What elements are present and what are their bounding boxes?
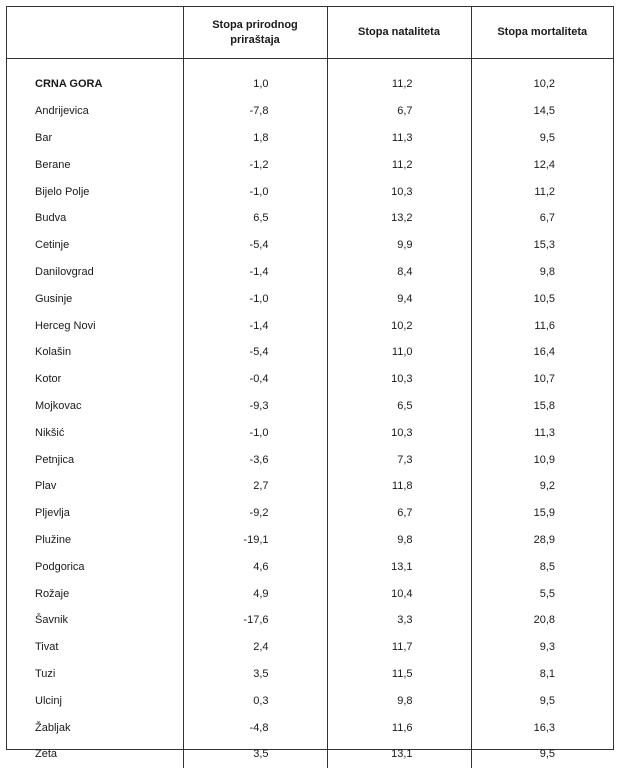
municipality-name-cell: Ulcinj	[35, 694, 62, 707]
municipality-name-cell: Budva	[35, 212, 67, 225]
municipality-name-cell: Rožaje	[35, 587, 70, 600]
statistics-table	[7, 7, 613, 768]
municipality-name-cell: Herceg Novi	[35, 319, 96, 332]
mortality-rate-cell: 9,2	[471, 473, 613, 500]
municipality-name-cell: Tuzi	[35, 667, 56, 680]
municipality-name-cell: Bar	[35, 131, 53, 144]
table-row-total	[7, 59, 613, 98]
birth-rate-cell: 10,3	[327, 419, 471, 446]
table-row	[7, 232, 613, 259]
table-row	[7, 151, 613, 178]
mortality-rate-cell: 9,5	[471, 125, 613, 152]
natural-increase-cell: -17,6	[183, 607, 327, 634]
birth-rate-cell: 11,8	[327, 473, 471, 500]
municipality-name-cell: Kolašin	[35, 346, 72, 359]
mortality-rate-cell: 10,2	[471, 59, 613, 98]
mortality-rate-cell: 10,5	[471, 285, 613, 312]
birth-rate-cell: 11,0	[327, 339, 471, 366]
municipality-name-cell: Podgorica	[35, 560, 85, 573]
birth-rate-cell: 13,1	[327, 741, 471, 768]
birth-rate-cell: 11,2	[327, 151, 471, 178]
table-row	[7, 500, 613, 527]
header-municipality	[7, 7, 183, 59]
municipality-name-cell: Bijelo Polje	[35, 185, 90, 198]
table-row	[7, 339, 613, 366]
municipality-name-cell: Cetinje	[35, 239, 70, 252]
municipality-name-cell: Tivat	[35, 641, 59, 654]
birth-rate-cell: 11,5	[327, 661, 471, 688]
table-row	[7, 473, 613, 500]
municipality-name-cell: CRNA GORA	[35, 78, 103, 91]
municipality-name-cell: Gusinje	[35, 292, 73, 305]
mortality-rate-cell: 6,7	[471, 205, 613, 232]
birth-rate-cell: 11,3	[327, 125, 471, 152]
birth-rate-cell: 9,8	[327, 527, 471, 554]
table-row	[7, 419, 613, 446]
mortality-rate-cell: 9,8	[471, 259, 613, 286]
birth-rate-cell: 9,8	[327, 687, 471, 714]
natural-increase-cell: -1,2	[183, 151, 327, 178]
natural-increase-cell: 1,0	[183, 59, 327, 98]
birth-rate-cell: 10,3	[327, 366, 471, 393]
municipality-name-cell: Pljevlja	[35, 507, 70, 520]
natural-increase-cell: -9,3	[183, 393, 327, 420]
statistics-table-container	[6, 6, 614, 761]
municipality-name-cell: Plužine	[35, 533, 72, 546]
mortality-rate-cell: 9,3	[471, 634, 613, 661]
natural-increase-cell: -1,4	[183, 259, 327, 286]
birth-rate-cell: 11,6	[327, 714, 471, 741]
table-row	[7, 178, 613, 205]
municipality-name-cell: Kotor	[35, 373, 62, 386]
table-row	[7, 553, 613, 580]
birth-rate-cell: 11,2	[327, 59, 471, 98]
natural-increase-cell: -9,2	[183, 500, 327, 527]
mortality-rate-cell: 16,3	[471, 714, 613, 741]
table-row	[7, 125, 613, 152]
table-row	[7, 634, 613, 661]
natural-increase-cell: 4,9	[183, 580, 327, 607]
mortality-rate-cell: 11,6	[471, 312, 613, 339]
natural-increase-cell: -5,4	[183, 232, 327, 259]
municipality-name-cell: Šavnik	[35, 614, 69, 627]
natural-increase-cell: 2,4	[183, 634, 327, 661]
table-row	[7, 366, 613, 393]
mortality-rate-cell: 8,1	[471, 661, 613, 688]
table-row	[7, 312, 613, 339]
natural-increase-cell: -7,8	[183, 98, 327, 125]
birth-rate-cell: 10,4	[327, 580, 471, 607]
natural-increase-cell: 0,3	[183, 687, 327, 714]
birth-rate-cell: 13,2	[327, 205, 471, 232]
municipality-name-cell: Berane	[35, 158, 71, 171]
header-natural-increase-rate: Stopa prirodnog priraštaja	[183, 7, 327, 59]
header-mortality-rate: Stopa mortaliteta	[471, 7, 613, 59]
table-row	[7, 687, 613, 714]
table-row	[7, 205, 613, 232]
mortality-rate-cell: 8,5	[471, 553, 613, 580]
mortality-rate-cell: 15,3	[471, 232, 613, 259]
mortality-rate-cell: 16,4	[471, 339, 613, 366]
table-row	[7, 285, 613, 312]
table-row	[7, 607, 613, 634]
table-body	[7, 59, 613, 768]
table-row	[7, 527, 613, 554]
mortality-rate-cell: 10,7	[471, 366, 613, 393]
birth-rate-cell: 9,9	[327, 232, 471, 259]
natural-increase-cell: 2,7	[183, 473, 327, 500]
municipality-name-cell: Petnjica	[35, 453, 75, 466]
municipality-name-cell: Nikšić	[35, 426, 65, 439]
municipality-name-cell: Plav	[35, 480, 57, 493]
table-row	[7, 741, 613, 768]
table-row	[7, 393, 613, 420]
header-birth-rate: Stopa nataliteta	[327, 7, 471, 59]
birth-rate-cell: 6,7	[327, 98, 471, 125]
mortality-rate-cell: 11,3	[471, 419, 613, 446]
natural-increase-cell: -4,8	[183, 714, 327, 741]
birth-rate-cell: 6,7	[327, 500, 471, 527]
natural-increase-cell: 3,5	[183, 661, 327, 688]
municipality-name-cell: Mojkovac	[35, 399, 82, 412]
birth-rate-cell: 10,2	[327, 312, 471, 339]
birth-rate-cell: 7,3	[327, 446, 471, 473]
municipality-name-cell: Danilovgrad	[35, 265, 94, 278]
mortality-rate-cell: 12,4	[471, 151, 613, 178]
municipality-name-cell: Žabljak	[35, 721, 71, 734]
natural-increase-cell: 4,6	[183, 553, 327, 580]
natural-increase-cell: 3,5	[183, 741, 327, 768]
natural-increase-cell: -5,4	[183, 339, 327, 366]
municipality-name-cell: Andrijevica	[35, 105, 89, 118]
table-header-row	[7, 7, 613, 59]
birth-rate-cell: 9,4	[327, 285, 471, 312]
natural-increase-cell: 1,8	[183, 125, 327, 152]
natural-increase-cell: -19,1	[183, 527, 327, 554]
natural-increase-cell: -1,0	[183, 285, 327, 312]
mortality-rate-cell: 11,2	[471, 178, 613, 205]
natural-increase-cell: -1,0	[183, 178, 327, 205]
table-row	[7, 446, 613, 473]
natural-increase-cell: -0,4	[183, 366, 327, 393]
table-row	[7, 259, 613, 286]
natural-increase-cell: -1,0	[183, 419, 327, 446]
table-row	[7, 580, 613, 607]
mortality-rate-cell: 9,5	[471, 741, 613, 768]
natural-increase-cell: -3,6	[183, 446, 327, 473]
mortality-rate-cell: 15,9	[471, 500, 613, 527]
natural-increase-cell: 6,5	[183, 205, 327, 232]
mortality-rate-cell: 5,5	[471, 580, 613, 607]
birth-rate-cell: 13,1	[327, 553, 471, 580]
table-row	[7, 661, 613, 688]
mortality-rate-cell: 15,8	[471, 393, 613, 420]
mortality-rate-cell: 10,9	[471, 446, 613, 473]
municipality-name-cell: Zeta	[35, 748, 58, 761]
table-row	[7, 98, 613, 125]
mortality-rate-cell: 14,5	[471, 98, 613, 125]
mortality-rate-cell: 28,9	[471, 527, 613, 554]
mortality-rate-cell: 20,8	[471, 607, 613, 634]
natural-increase-cell: -1,4	[183, 312, 327, 339]
birth-rate-cell: 10,3	[327, 178, 471, 205]
birth-rate-cell: 3,3	[327, 607, 471, 634]
birth-rate-cell: 8,4	[327, 259, 471, 286]
table-row	[7, 714, 613, 741]
birth-rate-cell: 11,7	[327, 634, 471, 661]
birth-rate-cell: 6,5	[327, 393, 471, 420]
mortality-rate-cell: 9,5	[471, 687, 613, 714]
